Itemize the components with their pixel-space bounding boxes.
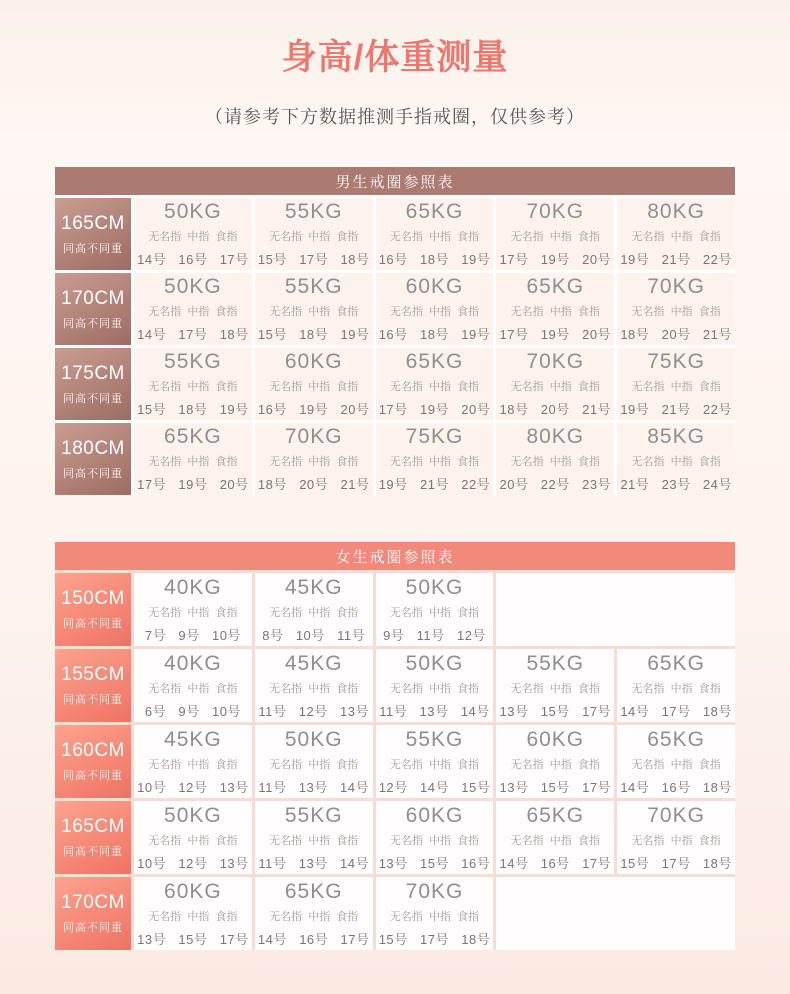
weight-label: 80KG xyxy=(647,200,705,223)
weight-label: 55KG xyxy=(405,727,464,751)
finger-labels: 无名指 中指 食指 xyxy=(510,456,600,468)
finger-labels: 无名指 中指 食指 xyxy=(389,910,480,923)
finger-labels: 无名指 中指 食指 xyxy=(389,834,480,847)
weight-label: 75KG xyxy=(647,350,705,373)
height-label: 150CM xyxy=(61,588,125,609)
size-cell xyxy=(376,198,494,270)
finger-labels: 无名指 中指 食指 xyxy=(631,758,721,771)
table-row xyxy=(55,423,735,495)
ring-sizes: 15号 17号 18号 xyxy=(257,252,370,267)
finger-labels: 无名指 中指 食指 xyxy=(148,381,238,393)
weight-label: 45KG xyxy=(164,727,222,751)
size-cell xyxy=(496,725,614,798)
weight-label: 70KG xyxy=(405,879,464,903)
ring-sizes: 16号 18号 19号 xyxy=(378,327,491,342)
height-label: 165CM xyxy=(61,212,125,234)
ring-sizes: 15号 18号 19号 xyxy=(137,402,249,417)
size-cell xyxy=(376,725,494,798)
ring-sizes: 19号 21号 22号 xyxy=(620,402,732,417)
ring-sizes: 9号 11号 12号 xyxy=(383,627,486,643)
ring-sizes: 18号 20号 21号 xyxy=(499,402,612,417)
ring-sizes: 19号 21号 22号 xyxy=(620,252,732,267)
weight-label: 50KG xyxy=(164,803,222,827)
finger-labels: 无名指 中指 食指 xyxy=(269,682,359,695)
table-row xyxy=(55,877,735,950)
height-label-cell xyxy=(55,273,131,345)
weight-label: 65KG xyxy=(526,275,585,298)
ring-sizes: 13号 15号 17号 xyxy=(499,703,612,719)
weight-label: 85KG xyxy=(647,425,705,448)
ring-sizes: 13号 15号 16号 xyxy=(378,855,491,871)
finger-labels: 无名指 中指 食指 xyxy=(148,758,238,771)
finger-labels: 无名指 中指 食指 xyxy=(631,231,721,243)
weight-label: 50KG xyxy=(164,275,222,298)
height-label-cell xyxy=(55,801,131,874)
height-label: 160CM xyxy=(61,740,125,761)
height-label-cell xyxy=(55,573,131,646)
size-cell xyxy=(255,423,373,495)
ring-sizes: 15号 17号 18号 xyxy=(620,855,732,871)
finger-labels: 无名指 中指 食指 xyxy=(631,381,721,393)
ring-sizes: 17号 19号 20号 xyxy=(499,252,612,267)
empty-cell xyxy=(496,877,735,950)
ring-sizes: 11号 12号 13号 xyxy=(258,703,369,719)
height-note: 同高不同重 xyxy=(63,618,123,630)
weight-label: 70KG xyxy=(647,275,705,298)
size-cell xyxy=(496,801,614,874)
finger-labels: 无名指 中指 食指 xyxy=(510,306,600,318)
size-cell xyxy=(376,273,494,345)
finger-labels: 无名指 中指 食指 xyxy=(269,834,359,847)
finger-labels: 无名指 中指 食指 xyxy=(389,758,480,771)
size-cell xyxy=(376,348,494,420)
weight-label: 65KG xyxy=(647,651,705,675)
ring-sizes: 14号 16号 17号 xyxy=(257,931,370,947)
height-label-cell xyxy=(55,423,131,495)
weight-label: 60KG xyxy=(284,350,343,373)
size-cell xyxy=(134,801,252,874)
finger-labels: 无名指 中指 食指 xyxy=(631,456,721,468)
height-note: 同高不同重 xyxy=(63,317,123,330)
weight-label: 65KG xyxy=(405,200,464,223)
finger-labels: 无名指 中指 食指 xyxy=(269,306,359,318)
weight-label: 70KG xyxy=(526,350,585,373)
ring-sizes: 20号 22号 23号 xyxy=(499,477,612,492)
height-note: 同高不同重 xyxy=(63,922,123,934)
height-label-cell xyxy=(55,649,131,722)
table-row xyxy=(55,573,735,646)
weight-label: 55KG xyxy=(164,350,222,373)
finger-labels: 无名指 中指 食指 xyxy=(269,456,359,468)
size-cell xyxy=(255,801,373,874)
male-ring-table xyxy=(55,167,735,495)
weight-label: 65KG xyxy=(526,803,585,827)
finger-labels: 无名指 中指 食指 xyxy=(510,231,600,243)
height-label: 175CM xyxy=(61,362,125,384)
finger-labels: 无名指 中指 食指 xyxy=(148,606,238,619)
finger-labels: 无名指 中指 食指 xyxy=(269,606,359,619)
size-cell xyxy=(496,423,614,495)
finger-labels: 无名指 中指 食指 xyxy=(631,306,721,318)
size-cell xyxy=(134,348,252,420)
table-row xyxy=(55,725,735,798)
weight-label: 70KG xyxy=(284,425,343,448)
size-cell xyxy=(255,725,373,798)
size-cell xyxy=(617,273,735,345)
weight-label: 55KG xyxy=(284,803,343,827)
weight-label: 60KG xyxy=(164,879,222,903)
weight-label: 45KG xyxy=(284,651,343,675)
size-cell xyxy=(617,423,735,495)
weight-label: 40KG xyxy=(164,651,222,675)
ring-sizes: 13号 15号 17号 xyxy=(499,779,612,795)
weight-label: 60KG xyxy=(405,275,464,298)
height-note: 同高不同重 xyxy=(63,392,123,405)
height-note: 同高不同重 xyxy=(63,694,123,706)
table-row xyxy=(55,801,735,874)
size-cell xyxy=(496,198,614,270)
size-cell xyxy=(134,573,252,646)
height-note: 同高不同重 xyxy=(63,770,123,782)
finger-labels: 无名指 中指 食指 xyxy=(389,231,480,243)
size-cell xyxy=(376,573,494,646)
height-label-cell xyxy=(55,725,131,798)
height-note: 同高不同重 xyxy=(63,242,123,255)
ring-sizes: 15号 18号 19号 xyxy=(257,327,370,342)
ring-sizes: 17号 19号 20号 xyxy=(137,477,249,492)
size-cell xyxy=(255,348,373,420)
height-note: 同高不同重 xyxy=(63,467,123,480)
height-note: 同高不同重 xyxy=(63,846,123,858)
ring-sizes: 13号 15号 17号 xyxy=(137,931,249,947)
ring-sizes: 10号 12号 13号 xyxy=(137,855,249,871)
finger-labels: 无名指 中指 食指 xyxy=(631,682,721,695)
ring-sizes: 18号 20号 21号 xyxy=(257,477,370,492)
finger-labels: 无名指 中指 食指 xyxy=(389,606,480,619)
finger-labels: 无名指 中指 食指 xyxy=(510,758,600,771)
ring-sizes: 19号 21号 22号 xyxy=(378,477,491,492)
table-row xyxy=(55,649,735,722)
weight-label: 50KG xyxy=(405,575,464,599)
height-label: 170CM xyxy=(61,892,125,913)
ring-sizes: 18号 20号 21号 xyxy=(620,327,732,342)
ring-sizes: 11号 13号 14号 xyxy=(379,703,490,719)
weight-label: 65KG xyxy=(405,350,464,373)
finger-labels: 无名指 中指 食指 xyxy=(389,456,480,468)
size-cell xyxy=(617,725,735,798)
page-subtitle: （请参考下方数据推测手指戒圈，仅供参考） xyxy=(205,107,585,127)
finger-labels: 无名指 中指 食指 xyxy=(389,682,480,695)
ring-sizes: 17号 19号 20号 xyxy=(378,402,491,417)
size-cell xyxy=(134,273,252,345)
weight-label: 55KG xyxy=(284,200,343,223)
weight-label: 65KG xyxy=(284,879,343,903)
table-row xyxy=(55,198,735,270)
finger-labels: 无名指 中指 食指 xyxy=(148,231,238,243)
weight-label: 80KG xyxy=(526,425,585,448)
weight-label: 50KG xyxy=(405,651,464,675)
finger-labels: 无名指 中指 食指 xyxy=(389,306,480,318)
finger-labels: 无名指 中指 食指 xyxy=(269,381,359,393)
size-cell xyxy=(617,649,735,722)
male-table-header: 男生戒圈参照表 xyxy=(55,167,735,195)
male-table-rows xyxy=(55,195,735,495)
ring-sizes: 10号 12号 13号 xyxy=(137,779,249,795)
ring-sizes: 8号 10号 11号 xyxy=(262,627,366,643)
finger-labels: 无名指 中指 食指 xyxy=(148,834,238,847)
height-label: 165CM xyxy=(61,816,125,837)
ring-sizes: 12号 14号 15号 xyxy=(378,779,491,795)
finger-labels: 无名指 中指 食指 xyxy=(510,682,600,695)
ring-sizes: 14号 16号 17号 xyxy=(137,252,249,267)
table-row xyxy=(55,273,735,345)
weight-label: 50KG xyxy=(284,727,343,751)
ring-sizes: 7号 9号 10号 xyxy=(144,627,241,643)
weight-label: 45KG xyxy=(284,575,343,599)
finger-labels: 无名指 中指 食指 xyxy=(510,834,600,847)
finger-labels: 无名指 中指 食指 xyxy=(148,682,238,695)
size-cell xyxy=(376,423,494,495)
size-cell xyxy=(255,573,373,646)
weight-label: 70KG xyxy=(647,803,705,827)
size-cell xyxy=(496,348,614,420)
size-cell xyxy=(496,649,614,722)
finger-labels: 无名指 中指 食指 xyxy=(148,910,238,923)
table-row xyxy=(55,348,735,420)
size-cell xyxy=(134,877,252,950)
finger-labels: 无名指 中指 食指 xyxy=(148,456,238,468)
size-cell xyxy=(255,198,373,270)
size-cell xyxy=(376,801,494,874)
ring-sizes: 14号 17号 18号 xyxy=(137,327,249,342)
size-cell xyxy=(134,198,252,270)
ring-sizes: 15号 17号 18号 xyxy=(378,931,491,947)
ring-sizes: 11号 13号 14号 xyxy=(258,779,369,795)
female-table-header: 女生戒圈参照表 xyxy=(55,542,735,570)
finger-labels: 无名指 中指 食指 xyxy=(389,381,480,393)
ring-sizes: 16号 18号 19号 xyxy=(378,252,491,267)
size-cell xyxy=(255,273,373,345)
ring-sizes: 14号 16号 18号 xyxy=(620,779,732,795)
finger-labels: 无名指 中指 食指 xyxy=(269,910,359,923)
ring-sizes: 6号 9号 10号 xyxy=(144,703,241,719)
finger-labels: 无名指 中指 食指 xyxy=(269,231,359,243)
weight-label: 40KG xyxy=(164,575,222,599)
height-label: 180CM xyxy=(61,437,125,459)
size-cell xyxy=(255,649,373,722)
ring-sizes: 14号 16号 17号 xyxy=(499,855,612,871)
height-label-cell xyxy=(55,198,131,270)
ring-sizes: 21号 23号 24号 xyxy=(620,477,732,492)
finger-labels: 无名指 中指 食指 xyxy=(510,381,600,393)
size-cell xyxy=(496,273,614,345)
weight-label: 55KG xyxy=(526,651,585,675)
ring-sizes: 11号 13号 14号 xyxy=(258,855,369,871)
page-title: 身高/体重测量 xyxy=(281,38,509,77)
size-cell xyxy=(134,725,252,798)
ring-sizes: 17号 19号 20号 xyxy=(499,327,612,342)
weight-label: 65KG xyxy=(647,727,705,751)
weight-label: 60KG xyxy=(405,803,464,827)
size-cell xyxy=(617,348,735,420)
size-cell xyxy=(134,649,252,722)
finger-labels: 无名指 中指 食指 xyxy=(631,834,721,847)
female-ring-table xyxy=(55,542,735,950)
height-label: 155CM xyxy=(61,664,125,685)
empty-cell xyxy=(496,573,735,646)
size-cell xyxy=(376,649,494,722)
height-label-cell xyxy=(55,877,131,950)
weight-label: 70KG xyxy=(526,200,585,223)
weight-label: 55KG xyxy=(284,275,343,298)
size-cell xyxy=(134,423,252,495)
size-cell xyxy=(376,877,494,950)
height-label-cell xyxy=(55,348,131,420)
finger-labels: 无名指 中指 食指 xyxy=(269,758,359,771)
weight-label: 60KG xyxy=(526,727,585,751)
female-table-rows xyxy=(55,570,735,950)
weight-label: 50KG xyxy=(164,200,222,223)
ring-sizes: 14号 17号 18号 xyxy=(620,703,732,719)
height-label: 170CM xyxy=(61,287,125,309)
weight-label: 65KG xyxy=(164,425,222,448)
size-cell xyxy=(617,801,735,874)
finger-labels: 无名指 中指 食指 xyxy=(148,306,238,318)
size-cell xyxy=(617,198,735,270)
size-cell xyxy=(255,877,373,950)
weight-label: 75KG xyxy=(405,425,464,448)
ring-sizes: 16号 19号 20号 xyxy=(257,402,370,417)
